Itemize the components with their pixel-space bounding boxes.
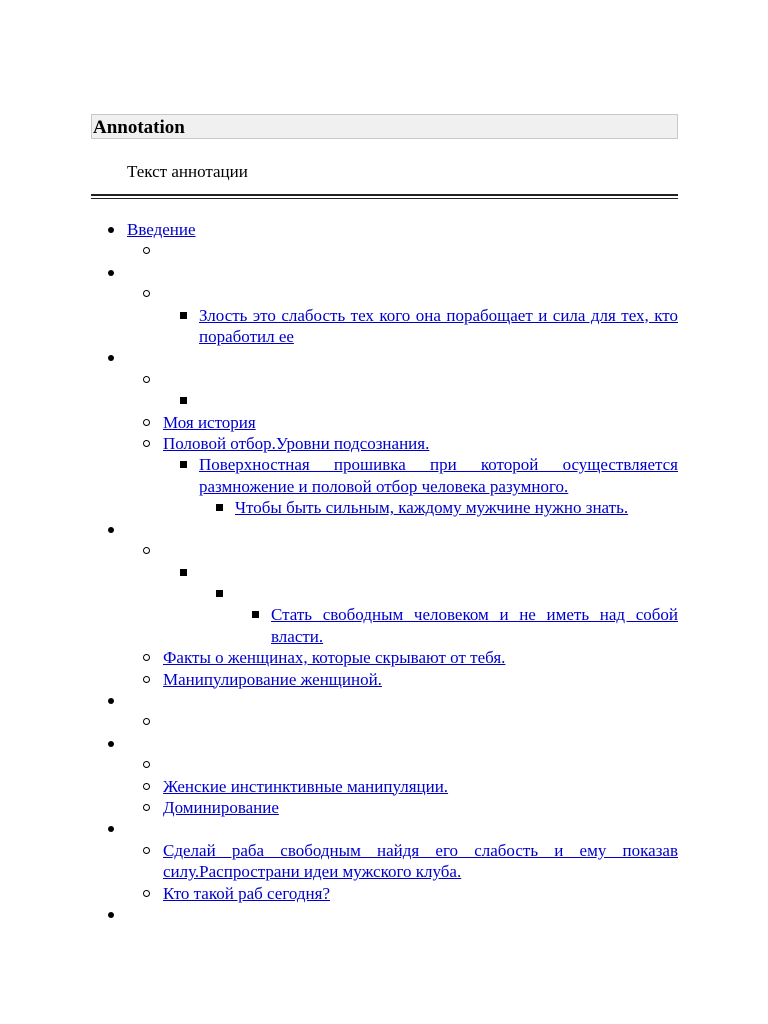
toc-item (91, 519, 678, 540)
bullet-disc-icon (91, 904, 111, 925)
toc-item[interactable] (91, 883, 678, 904)
bullet-circle-icon (91, 240, 111, 261)
toc-item (91, 754, 678, 775)
bullet-circle-icon (91, 711, 111, 732)
bullet-circle-icon (91, 776, 111, 797)
bullet-circle-icon (91, 669, 111, 690)
toc-link[interactable]: Манипулирование женщиной. (163, 669, 382, 689)
bullet-disc-icon (91, 347, 111, 368)
toc-link[interactable]: Сделай раба свободным найдя его слабость и ему показав силу.Распространи идеи мужского клуба. (163, 840, 678, 882)
toc-link[interactable]: Женские инстинктивные манипуляции. (163, 776, 449, 796)
bullet-disc-icon (91, 690, 111, 711)
section-divider (91, 194, 678, 199)
toc-link[interactable]: Поверхностная прошивка при которой осуществляется размножение и половой отбор человека разумного. (199, 455, 678, 496)
bullet-circle-icon (91, 840, 111, 861)
bullet-circle-icon (91, 647, 111, 668)
toc-item[interactable] (91, 776, 678, 797)
toc-item (91, 904, 678, 925)
toc-item[interactable] (91, 647, 678, 668)
toc-item (91, 818, 678, 839)
toc-item (91, 283, 678, 304)
toc-item (91, 540, 678, 561)
toc-link[interactable]: Стать свободным человеком и не иметь над собой власти. (271, 605, 678, 646)
annotation-title: Annotation (91, 114, 678, 139)
bullet-square-icon (91, 583, 111, 604)
bullet-circle-icon (91, 540, 111, 561)
toc-link[interactable]: Чтобы быть сильным, каждому мужчине нужно знать. (235, 498, 629, 518)
bullet-circle-icon (91, 283, 111, 304)
document-body (91, 114, 678, 925)
bullet-circle-icon (91, 433, 111, 454)
toc-item (91, 262, 678, 283)
toc-item (91, 240, 678, 261)
toc-link[interactable]: Факты о женщинах, которые скрывают от тебя. (163, 648, 506, 668)
bullet-disc-icon (91, 519, 111, 540)
toc-link[interactable]: Введение (127, 220, 196, 239)
toc-item[interactable] (91, 219, 678, 240)
bullet-circle-icon (91, 412, 111, 433)
toc-link[interactable]: Кто такой раб сегодня? (163, 883, 330, 903)
toc-item (91, 390, 678, 411)
toc-item (91, 347, 678, 368)
bullet-disc-icon (91, 818, 111, 839)
toc-item[interactable] (91, 840, 678, 883)
toc-item (91, 733, 678, 754)
toc-link[interactable]: Моя история (163, 412, 256, 432)
toc-item (91, 369, 678, 390)
bullet-circle-icon (91, 754, 111, 775)
toc-item[interactable] (91, 797, 678, 818)
toc-item (91, 562, 678, 583)
table-of-contents (91, 219, 678, 925)
toc-link[interactable]: Доминирование (163, 797, 279, 817)
bullet-disc-icon (91, 219, 111, 240)
bullet-square-icon (91, 454, 111, 475)
toc-item[interactable] (91, 412, 678, 433)
toc-item (91, 690, 678, 711)
bullet-square-icon (91, 390, 111, 411)
bullet-square-icon (91, 497, 111, 518)
toc-item (91, 583, 678, 604)
toc-item[interactable] (91, 433, 678, 454)
bullet-square-icon (91, 562, 111, 583)
bullet-square-icon (91, 604, 111, 625)
bullet-square-icon (91, 305, 111, 326)
bullet-disc-icon (91, 262, 111, 283)
toc-item[interactable] (91, 305, 678, 348)
toc-link[interactable]: Половой отбор.Уровни подсознания. (163, 434, 430, 454)
toc-item[interactable] (91, 669, 678, 690)
toc-item[interactable] (91, 604, 678, 647)
bullet-circle-icon (91, 369, 111, 390)
bullet-circle-icon (91, 883, 111, 904)
annotation-text: Текст аннотации (127, 162, 248, 181)
bullet-circle-icon (91, 797, 111, 818)
toc-link[interactable]: Злость это слабость тех кого она порабощает и сила для тех, кто поработил ее (199, 305, 678, 347)
toc-item[interactable] (91, 497, 678, 518)
toc-item[interactable] (91, 454, 678, 497)
bullet-disc-icon (91, 733, 111, 754)
toc-item (91, 711, 678, 732)
